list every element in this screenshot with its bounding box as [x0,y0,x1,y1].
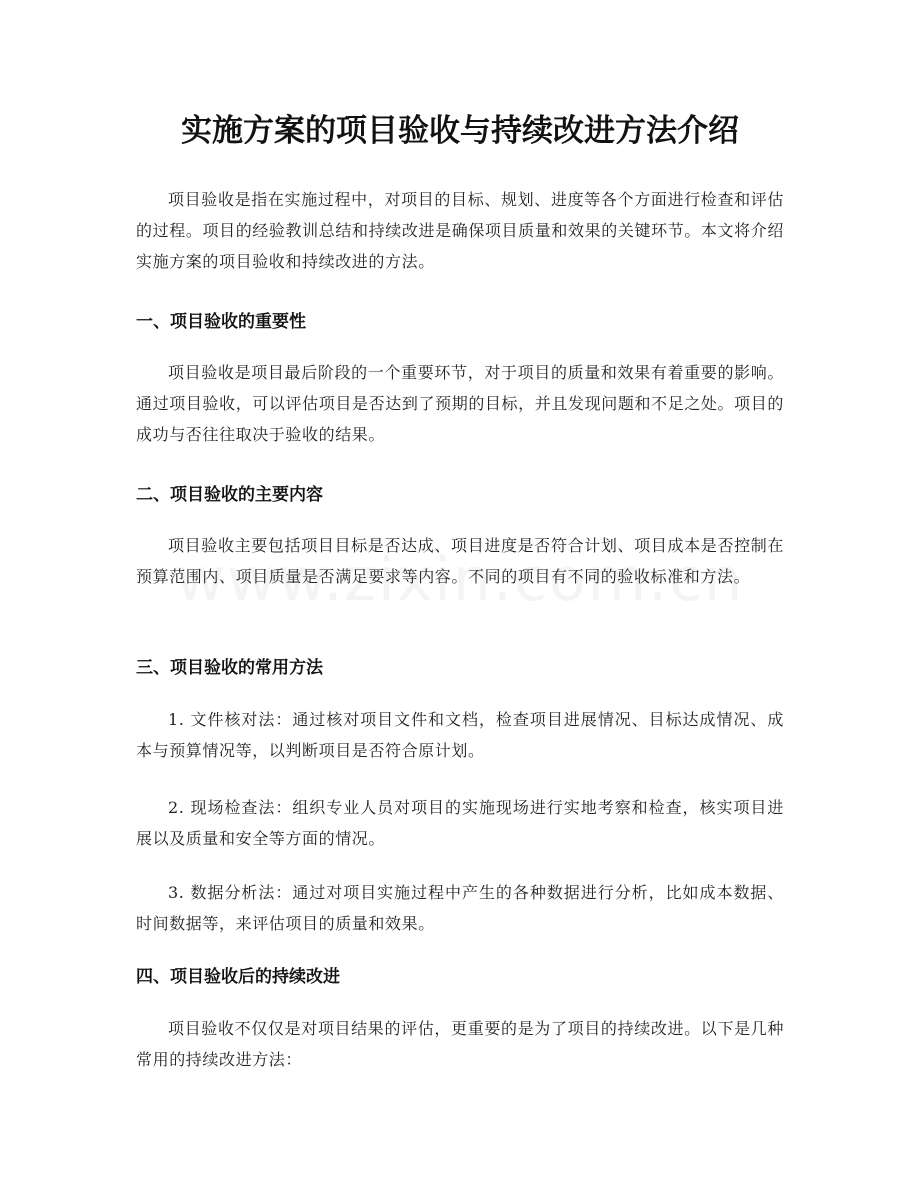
section-3-item-2: 2. 现场检查法：组织专业人员对项目的实施现场进行实地考察和检查，核实项目进展以及质量和安全等方面的情况。 [136,798,784,848]
section-3-heading: 三、项目验收的常用方法 [136,658,323,678]
section-2-heading: 二、项目验收的主要内容 [136,485,323,505]
section-1-heading: 一、项目验收的重要性 [136,312,306,332]
section-4-paragraph: 项目验收不仅仅是对项目结果的评估，更重要的是为了项目的持续改进。以下是几种常用的持续改进方法： [136,1019,784,1069]
document-title: 实施方案的项目验收与持续改进方法介绍 [181,113,739,149]
intro-paragraph: 项目验收是指在实施过程中，对项目的目标、规划、进度等各个方面进行检查和评估的过程。项目的经验教训总结和持续改进是确保项目质量和效果的关键环节。本文将介绍实施方案的项目验收和持续改进的方法。 [136,190,784,271]
section-4-heading: 四、项目验收后的持续改进 [136,967,340,987]
section-3-item-1: 1. 文件核对法：通过核对项目文件和文档，检查项目进展情况、目标达成情况、成本与预算情况等，以判断项目是否符合原计划。 [136,710,784,760]
section-3-item-3: 3. 数据分析法：通过对项目实施过程中产生的各种数据进行分析，比如成本数据、时间数据等，来评估项目的质量和效果。 [136,883,784,933]
section-1-paragraph: 项目验收是项目最后阶段的一个重要环节，对于项目的质量和效果有着重要的影响。通过项目验收，可以评估项目是否达到了预期的目标，并且发现问题和不足之处。项目的成功与否往往取决于验收的结果。 [136,363,784,444]
section-2-paragraph: 项目验收主要包括项目目标是否达成、项目进度是否符合计划、项目成本是否控制在预算范围内、项目质量是否满足要求等内容。不同的项目有不同的验收标准和方法。 [136,536,784,586]
